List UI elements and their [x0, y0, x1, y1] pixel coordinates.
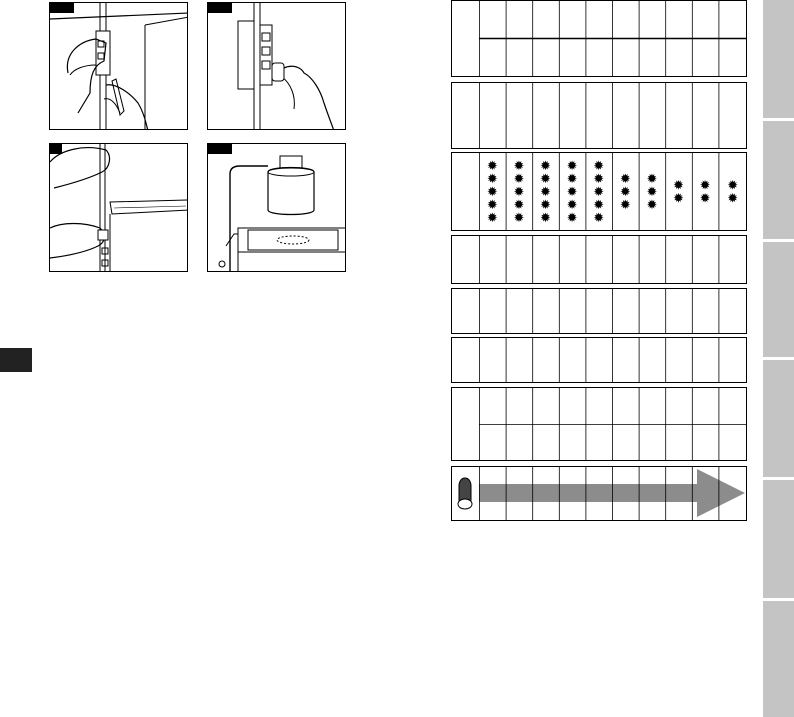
star-icon: ✹ [593, 211, 605, 226]
star-icon: ✹ [593, 159, 605, 174]
table-row [452, 289, 747, 334]
table-row [452, 338, 747, 383]
section-tab-1[interactable] [763, 0, 794, 118]
section-tabs [763, 0, 794, 717]
star-icon: ✹ [646, 198, 658, 213]
star-icon: ✹ [513, 211, 525, 226]
star-icon: ✹ [566, 185, 578, 200]
table-row [452, 388, 747, 461]
star-icon: ✹ [727, 178, 739, 194]
star-icon: ✹ [566, 211, 578, 226]
section-tab-5[interactable] [763, 480, 794, 598]
star-icon: ✹ [566, 159, 578, 174]
figure-step-1 [49, 2, 188, 130]
star-icon: ✹ [673, 191, 684, 207]
star-icon: ✹ [513, 185, 525, 200]
star-icon: ✹ [513, 159, 525, 174]
tape-attach-icon [208, 3, 346, 130]
star-icon: ✹ [619, 172, 631, 187]
star-icon: ✹ [486, 185, 498, 200]
star-icon: ✹ [699, 178, 711, 194]
star-icon: ✹ [486, 159, 498, 174]
star-icon: ✹ [540, 172, 551, 187]
figure-step-2 [207, 2, 346, 130]
section-tab-4[interactable] [763, 360, 794, 477]
star-icon: ✹ [699, 191, 711, 207]
star-icon: ✹ [513, 198, 525, 213]
star-icon: ✹ [646, 185, 658, 200]
star-icon: ✹ [540, 211, 551, 226]
star-icon: ✹ [566, 198, 578, 213]
spot-lamp-icon [458, 478, 472, 509]
star-icon: ✹ [540, 159, 551, 174]
table-row [452, 236, 747, 284]
star-icon: ✹ [593, 198, 605, 213]
intensity-arrow [479, 469, 745, 517]
section-marker [0, 348, 32, 372]
figure-step-3 [49, 143, 188, 272]
lamp-mounted-icon [208, 144, 346, 272]
star-icon: ✹ [619, 185, 631, 200]
section-tab-3[interactable] [763, 242, 794, 357]
comparison-table [451, 0, 751, 525]
star-icon: ✹ [619, 198, 631, 213]
figure-step-4 [207, 143, 346, 272]
bracket-slide-icon [50, 144, 188, 272]
star-icon: ✹ [540, 185, 551, 200]
section-tab-2[interactable] [763, 121, 794, 239]
star-icon: ✹ [486, 211, 498, 226]
star-icon: ✹ [566, 172, 578, 187]
star-icon: ✹ [673, 178, 684, 194]
star-icon: ✹ [593, 185, 605, 200]
star-icon: ✹ [646, 172, 658, 187]
star-icon: ✹ [486, 198, 498, 213]
star-icon: ✹ [540, 198, 551, 213]
star-icon: ✹ [513, 172, 525, 187]
bracket-attach-icon [50, 3, 188, 130]
star-icon: ✹ [486, 172, 498, 187]
section-tab-6[interactable] [763, 601, 794, 717]
star-icon: ✹ [727, 191, 739, 207]
star-icon: ✹ [593, 172, 605, 187]
table-row [452, 83, 747, 149]
